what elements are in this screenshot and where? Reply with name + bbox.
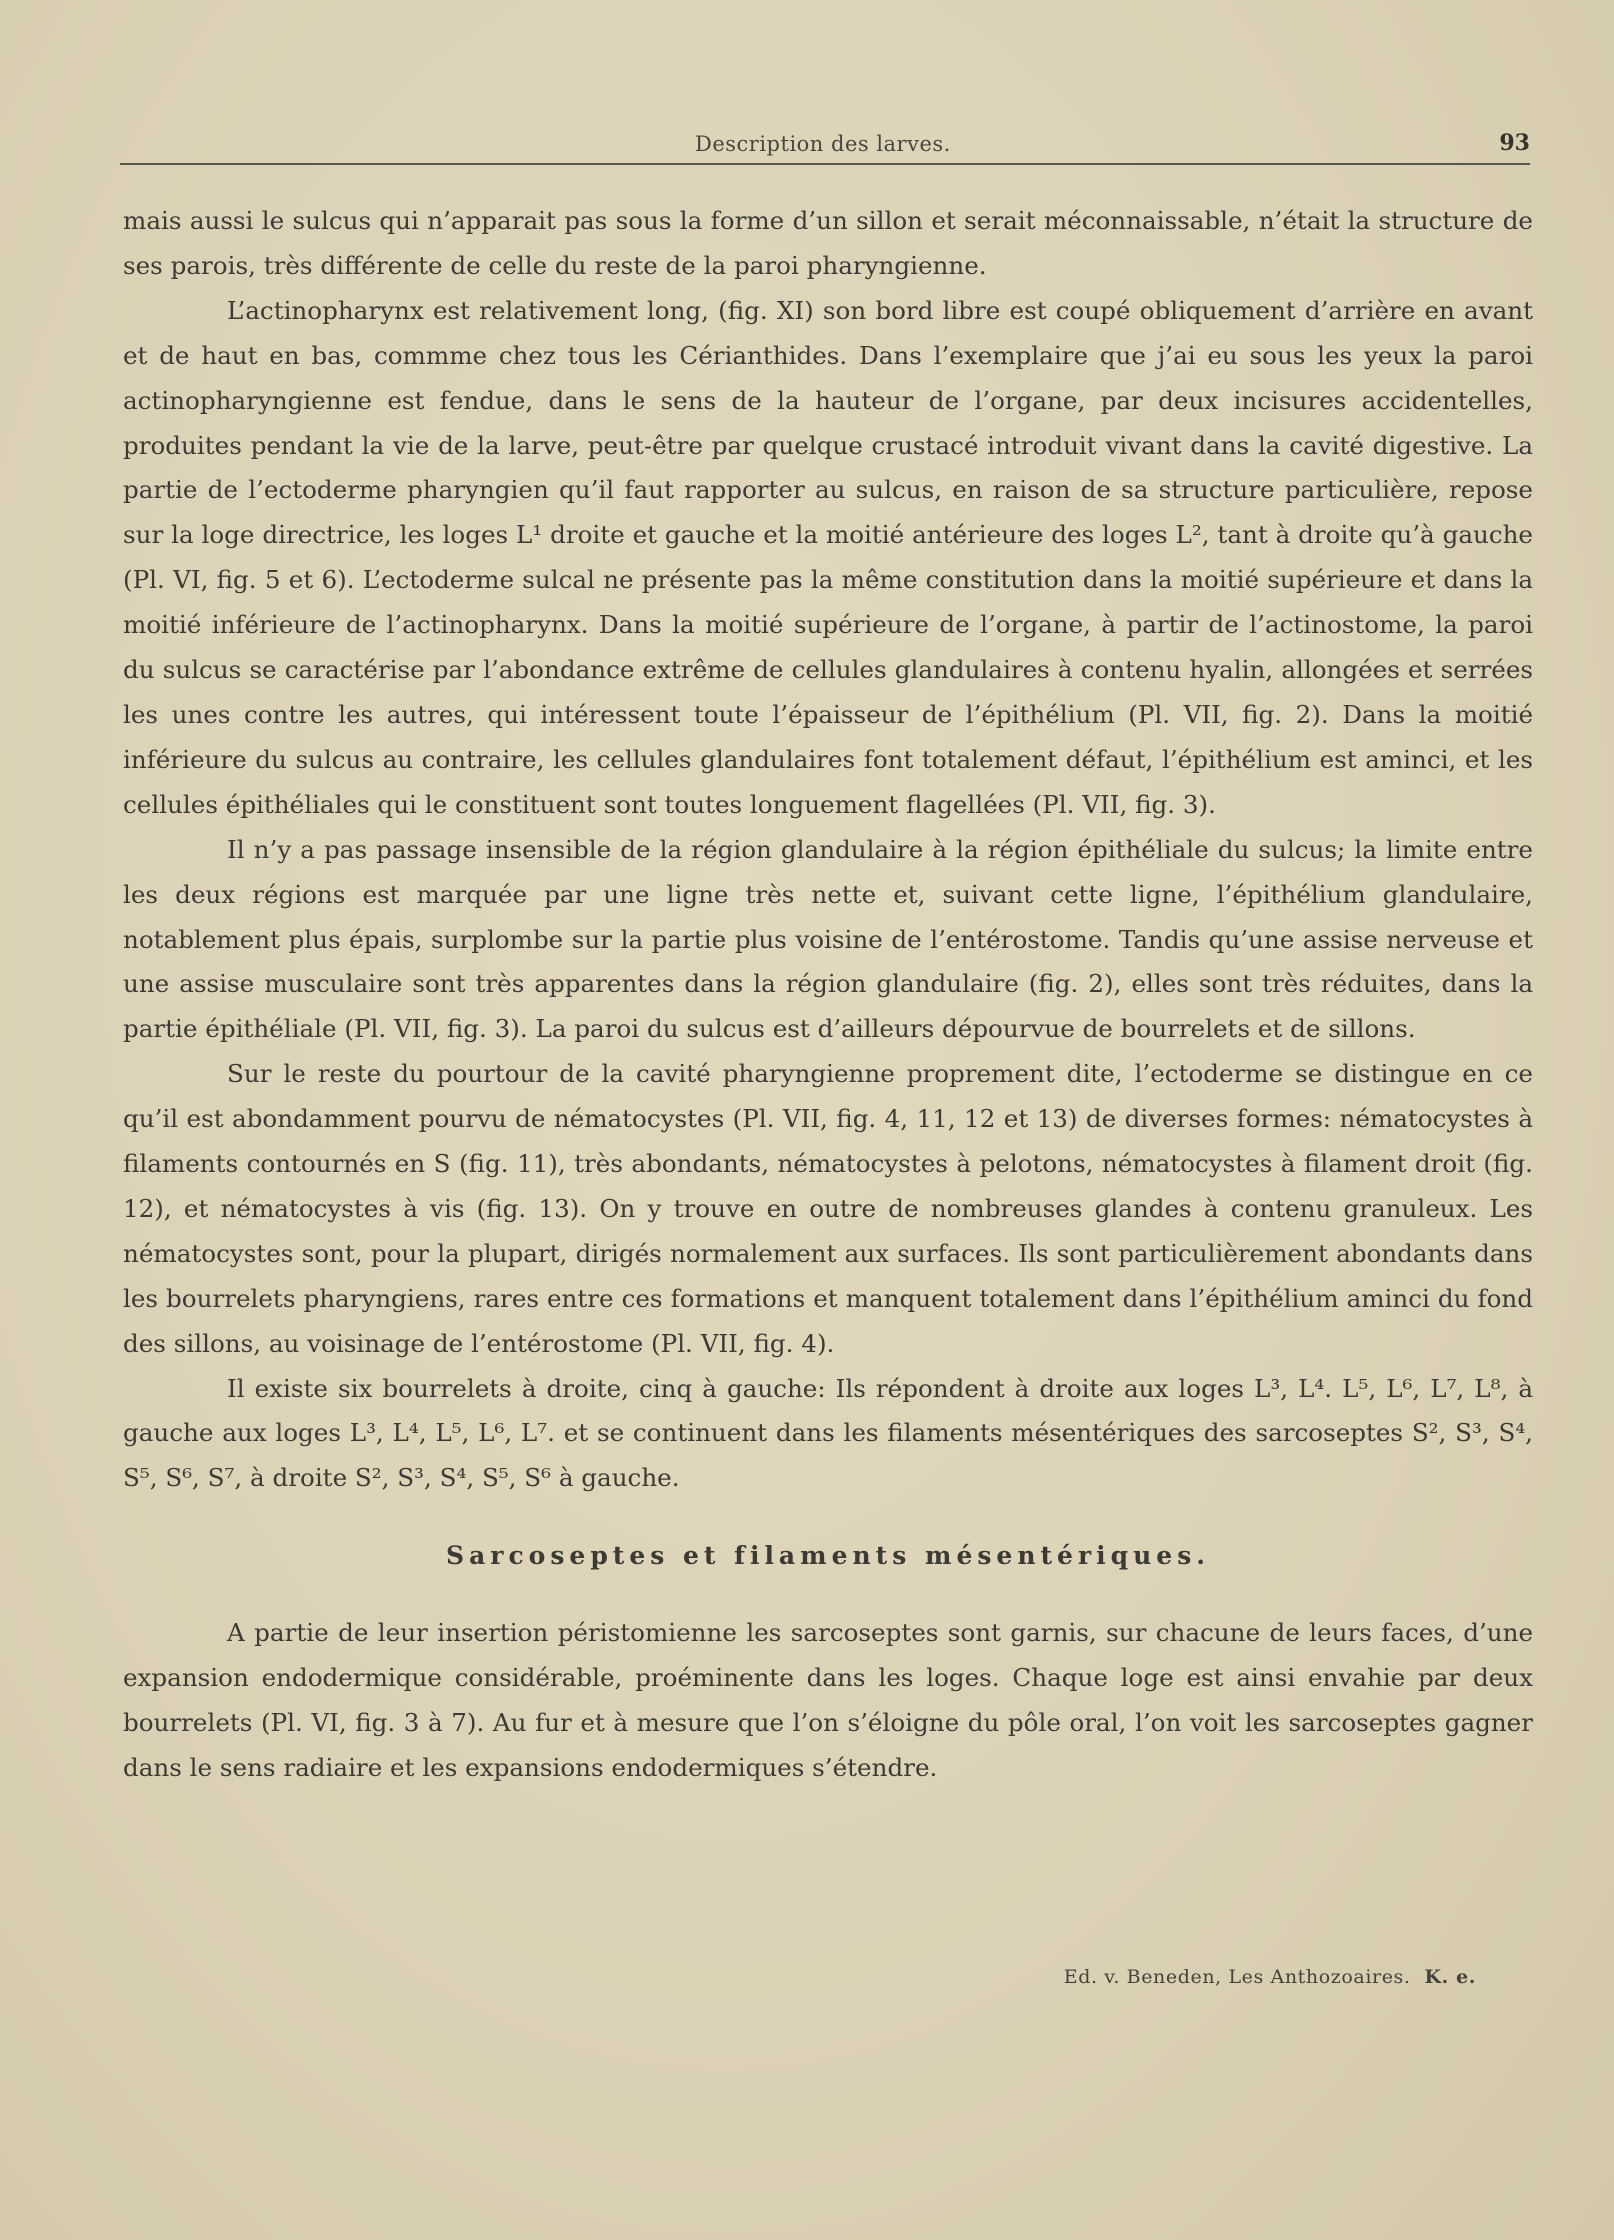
body-text [123, 199, 1533, 1791]
paragraph-5: Il existe six bourrelets à droite, cinq à gauche: Ils répondent à droite aux loges L³, L⁴. L⁵, L⁶, L⁷, L⁸, à gauche aux loges L³, L⁴, L⁵, L⁶, L⁷. et se continuent dans les filaments mésentériques des sarcoseptes S², S³, S⁴, S⁵, S⁶, S⁷, à droite S², S³, S⁴, S⁵, S⁶ à gauche. [123, 1373, 1533, 1493]
footer-credit-text: Ed. v. Beneden, Les Anthozoaires. [1063, 1966, 1411, 1988]
running-title: Description des larves. [695, 132, 951, 156]
running-head [120, 132, 1530, 160]
signature-mark: K. e. [1424, 1966, 1476, 1988]
page-number: 93 [1499, 130, 1530, 156]
footer-credit [1064, 1966, 1476, 1988]
paragraph-3: Il n’y a pas passage insensible de la région glandulaire à la région épithéliale du sulcus; la limite entre les deux régions est marquée par une ligne très nette et, suivant cette ligne, l’épithélium glandulaire, notablement plus épais, surplombe sur la partie plus voisine de l’entérostome. Tandis qu’une assise nerveuse et une assise musculaire sont très apparentes dans la région glandulaire (fig. 2), elles sont très réduites, dans la partie épithéliale (Pl. VII, fig. 3). La paroi du sulcus est d’ailleurs dépourvue de bourrelets et de sillons. [123, 834, 1533, 1044]
section-heading: Sarcoseptes et filaments mésentériques. [446, 1541, 1210, 1571]
paragraph-1: mais aussi le sulcus qui n’apparait pas sous la forme d’un sillon et serait méconnaissable, n’était la structure de ses parois, très différente de celle du reste de la paroi pharyngienne. [123, 206, 1533, 280]
paragraph-2: L’actinopharynx est relativement long, (fig. XI) son bord libre est coupé obliquement d’arrière en avant et de haut en bas, commme chez tous les Cérianthides. Dans l’exemplaire que j’ai eu sous les yeux la paroi actinopharyngienne est fendue, dans le sens de la hauteur de l’organe, par deux incisures accidentelles, produites pendant la vie de la larve, peut-être par quelque crustacé introduit vivant dans la cavité digestive. La partie de l’ectoderme pharyngien qu’il faut rapporter au sulcus, en raison de sa structure particulière, repose sur la loge directrice, les loges L¹ droite et gauche et la moitié antérieure des loges L², tant à droite qu’à gauche (Pl. VI, fig. 5 et 6). L’ectoderme sulcal ne présente pas la même constitution dans la moitié supérieure et dans la moitié inférieure de l’actinopharynx. Dans la moitié supérieure de l’organe, à partir de l’actinostome, la paroi du sulcus se caractérise par l’abondance extrême de cellules glandulaires à contenu hyalin, allongées et serrées les unes contre les autres, qui intéressent toute l’épaisseur de l’épithélium (Pl. VII, fig. 2). Dans la moitié inférieure du sulcus au contraire, les cellules glandulaires font totalement défaut, l’épithélium est aminci, et les cellules épithéliales qui le constituent sont toutes longuement flagellées (Pl. VII, fig. 3). [123, 295, 1533, 819]
section-paragraph: A partie de leur insertion péristomienne les sarcoseptes sont garnis, sur chacune de leurs faces, d’une expansion endodermique considérable, proéminente dans les loges. Chaque loge est ainsi envahie par deux bourrelets (Pl. VI, fig. 3 à 7). Au fur et à mesure que l’on s’éloigne du pôle oral, l’on voit les sarcoseptes gagner dans le sens radiaire et les expansions endodermiques s’étendre. [123, 1618, 1533, 1782]
paragraph-4: Sur le reste du pourtour de la cavité pharyngienne proprement dite, l’ectoderme se distingue en ce qu’il est abondamment pourvu de nématocystes (Pl. VII, fig. 4, 11, 12 et 13) de diverses formes: nématocystes à filaments contournés en S (fig. 11), très abondants, nématocystes à pelotons, nématocystes à filament droit (fig. 12), et nématocystes à vis (fig. 13). On y trouve en outre de nombreuses glandes à contenu granuleux. Les nématocystes sont, pour la plupart, dirigés normalement aux surfaces. Ils sont particulièrement abondants dans les bourrelets pharyngiens, rares entre ces formations et manquent totalement dans l’épithélium aminci du fond des sillons, au voisinage de l’entérostome (Pl. VII, fig. 4). [123, 1059, 1533, 1358]
header-rule [120, 163, 1530, 165]
